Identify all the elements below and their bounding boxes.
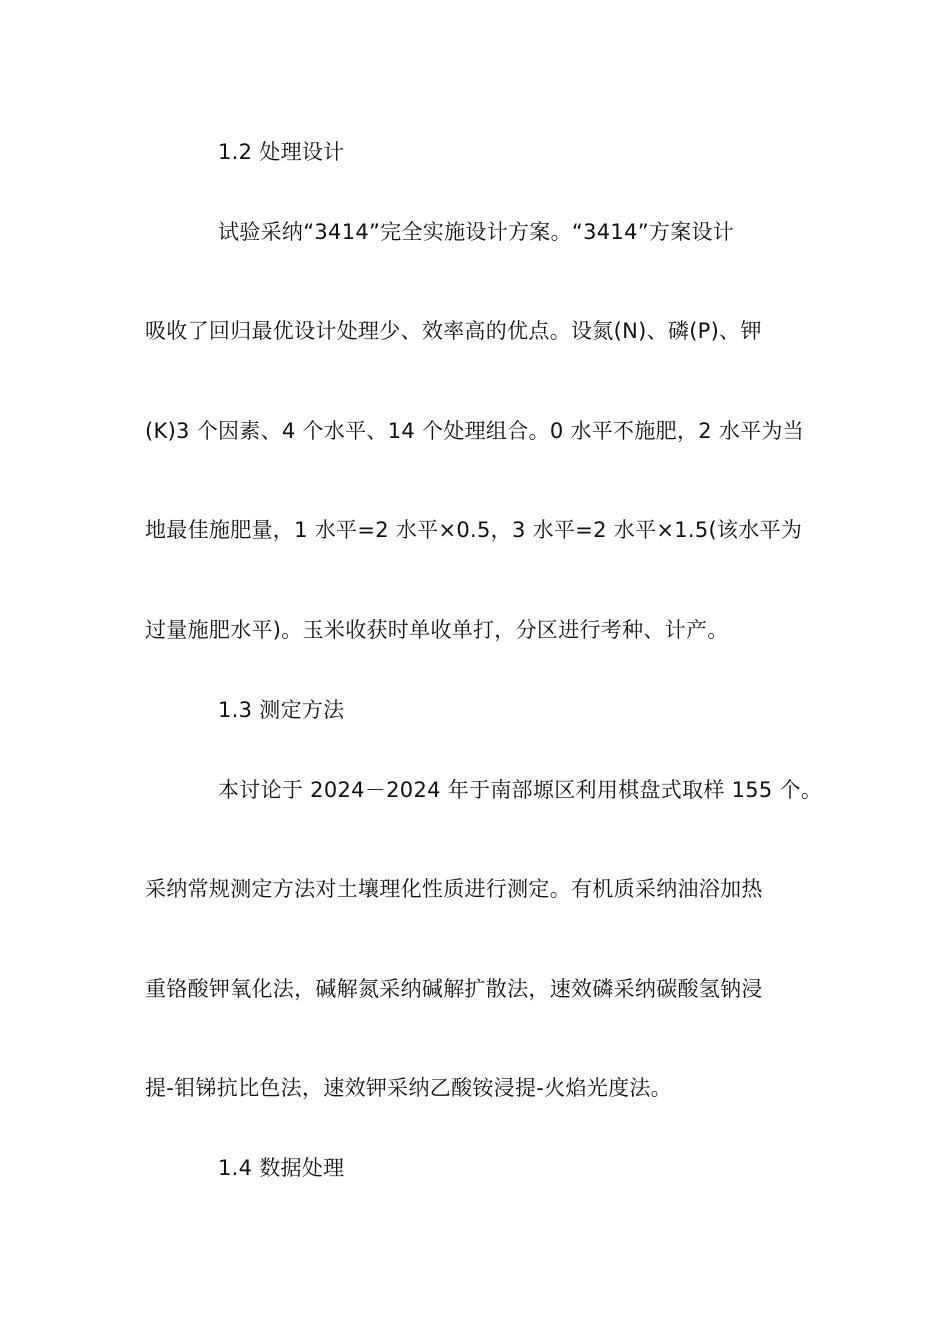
paragraph-line: 本讨论于 2024－2024 年于南部塬区利用棋盘式取样 155 个。 xyxy=(218,778,823,802)
section-heading-1-4: 1.4 数据处理 xyxy=(218,1156,345,1180)
section-heading-1-2: 1.2 处理设计 xyxy=(218,140,345,164)
paragraph-line: 采纳常规测定方法对土壤理化性质进行测定。有机质采纳油浴加热 xyxy=(145,877,763,901)
paragraph-line: (K)3 个因素、4 个水平、14 个处理组合。0 水平不施肥，2 水平为当 xyxy=(145,419,805,443)
paragraph-line: 吸收了回归最优设计处理少、效率高的优点。设氮(N)、磷(P)、钾 xyxy=(145,319,762,343)
paragraph-line: 重铬酸钾氧化法，碱解氮采纳碱解扩散法，速效磷采纳碳酸氢钠浸 xyxy=(145,977,763,1001)
paragraph-line: 地最佳施肥量，1 水平=2 水平×0.5，3 水平=2 水平×1.5(该水平为 xyxy=(145,518,803,542)
paragraph-line: 过量施肥水平)。玉米收获时单收单打，分区进行考种、计产。 xyxy=(145,618,729,642)
section-heading-1-3: 1.3 测定方法 xyxy=(218,698,345,722)
paragraph-line: 提-钼锑抗比色法，速效钾采纳乙酸铵浸提-火焰光度法。 xyxy=(145,1076,672,1100)
paragraph-line: 试验采纳“3414”完全实施设计方案。“3414”方案设计 xyxy=(218,220,735,244)
